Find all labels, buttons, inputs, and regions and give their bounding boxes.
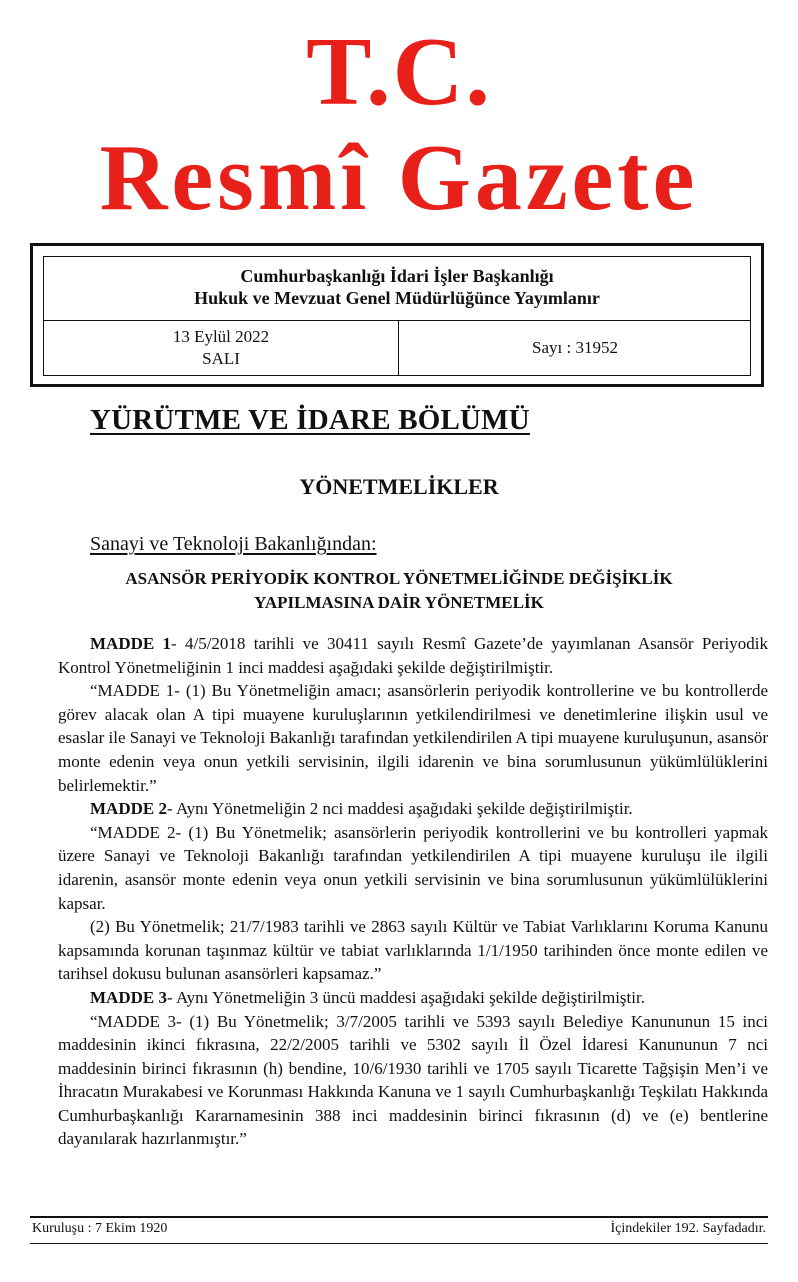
publisher-block [44, 257, 750, 321]
paragraph-text: “MADDE 3- (1) Bu Yönetmelik; 3/7/2005 tarihli ve 5393 sayılı Belediye Kanununun 15 inci maddesinin ikinci fıkrasına, 22/2/2005 tarihli ve 5302 sayılı İl Özel İdaresi Kanununun 7 nci maddesinin birinci fıkrasının (h) bendine, 10/6/1930 tarihli ve 1705 sayılı Ticarette Tağşişin Men’i ve İhracatın Murakabesi ve Korunması Hakkında Kanuna ve 1 sayılı Cumhurbaşkanlığı Teşkilatı Hakkında Cumhurbaşkanlığı Kararnamesinin 388 inci maddesinin birinci fıkrasının (d) ve (e) bentlerine dayanılarak hazırlanmıştır.” [58, 1011, 768, 1149]
regulation-title-line-2: YAPILMASINA DAİR YÖNETMELİK [254, 593, 544, 612]
article-paragraph [58, 797, 768, 821]
article-label: MADDE 2 [90, 799, 167, 819]
article-paragraph [58, 632, 768, 679]
paragraph-text: “MADDE 2- (1) Bu Yönetmelik; asansörlerin periyodik kontrollerini ve bu kontrolleri yapmak üzere Sanayi ve Teknoloji Bakanlığı tarafından yetkilendirilen A tipi muayene kuruluşu ile ilgili idarenin, asansör monte edenin veya onun yetkili servisinin ve bina sorumlusunun yükümlülüklerini kapsar. [58, 822, 768, 913]
footer-divider [30, 1216, 768, 1218]
regulation-body [58, 632, 768, 1151]
paragraph-text: - Aynı Yönetmeliğin 2 nci maddesi aşağıdaki şekilde değiştirilmiştir. [166, 799, 633, 819]
publisher-line-2: Hukuk ve Mevzuat Genel Müdürlüğünce Yayımlanır [194, 288, 600, 308]
category-title: YÖNETMELİKLER [299, 474, 499, 499]
issue-number-cell [400, 321, 750, 375]
article-paragraph [58, 679, 768, 797]
issue-date: 13 Eylül 2022 [172, 327, 270, 346]
masthead-tc: T.C. [306, 18, 492, 126]
publication-info-box [30, 243, 764, 387]
article-label: MADDE 1 [90, 634, 172, 653]
article-paragraph [58, 821, 768, 915]
footer-contents-note: İçindekiler 192. Sayfadadır. [610, 1221, 766, 1236]
issue-number: Sayı : 31952 [532, 338, 618, 357]
masthead-resmi-gazete: Resmî Gazete [99, 126, 699, 230]
paragraph-text: - 4/5/2018 tarihli ve 30411 sayılı Resmî Gazete’de yayımlanan Asansör Periyodik Kontrol Yönetmeliğinin 1 inci maddesi aşağıdaki şekilde değiştirilmiştir. [58, 634, 768, 677]
paragraph-text: “MADDE 1- (1) Bu Yönetmeliğin amacı; asansörlerin periyodik kontrollerine ve bu kontrollerde görev alacak olan A tipi muayene kuruluşlarının yetkilendirilmesi ve denetimlerine ilişkin usul ve esaslar ile Sanayi ve Teknoloji Bakanlığı tarafından yetkilendirilen A tipi muayene kuruluşunun, asansör monte edenin veya onun yetkili servisinin, ilgili idarenin ve bina sorumlusunun yükümlülüklerini belirlemektir.” [58, 681, 768, 795]
article-paragraph [58, 1010, 768, 1152]
article-paragraph [58, 986, 768, 1010]
footer-founded: Kuruluşu : 7 Ekim 1920 [32, 1221, 168, 1236]
footer-bottom-divider [30, 1243, 768, 1244]
paragraph-text: - Aynı Yönetmeliğin 3 üncü maddesi aşağıdaki şekilde değiştirilmiştir. [166, 987, 645, 1007]
issue-weekday: SALI [202, 349, 240, 368]
paragraph-text: (2) Bu Yönetmelik; 21/7/1983 tarihli ve 2863 sayılı Kültür ve Tabiat Varlıklarını Koruma Kanunu kapsamında korunan taşınmaz kültür ve tabiat varlıklarında 1/1/1950 tarihinden önce monte edilen ve tarihsel dokusu bulunan asansörleri kapsamaz.” [58, 917, 768, 984]
article-label: MADDE 3 [90, 987, 167, 1007]
article-paragraph [58, 915, 768, 986]
publisher-line-1: Cumhurbaşkanlığı İdari İşler Başkanlığı [240, 266, 554, 286]
issue-date-cell [44, 321, 399, 375]
publication-info-inner [43, 256, 751, 376]
regulation-title-line-1: ASANSÖR PERİYODİK KONTROL YÖNETMELİĞİNDE DEĞİŞİKLİK [125, 569, 673, 588]
ministry-name: Sanayi ve Teknoloji Bakanlığından: [90, 533, 377, 555]
section-title: YÜRÜTME VE İDARE BÖLÜMÜ [90, 404, 530, 436]
regulation-title [60, 567, 738, 615]
